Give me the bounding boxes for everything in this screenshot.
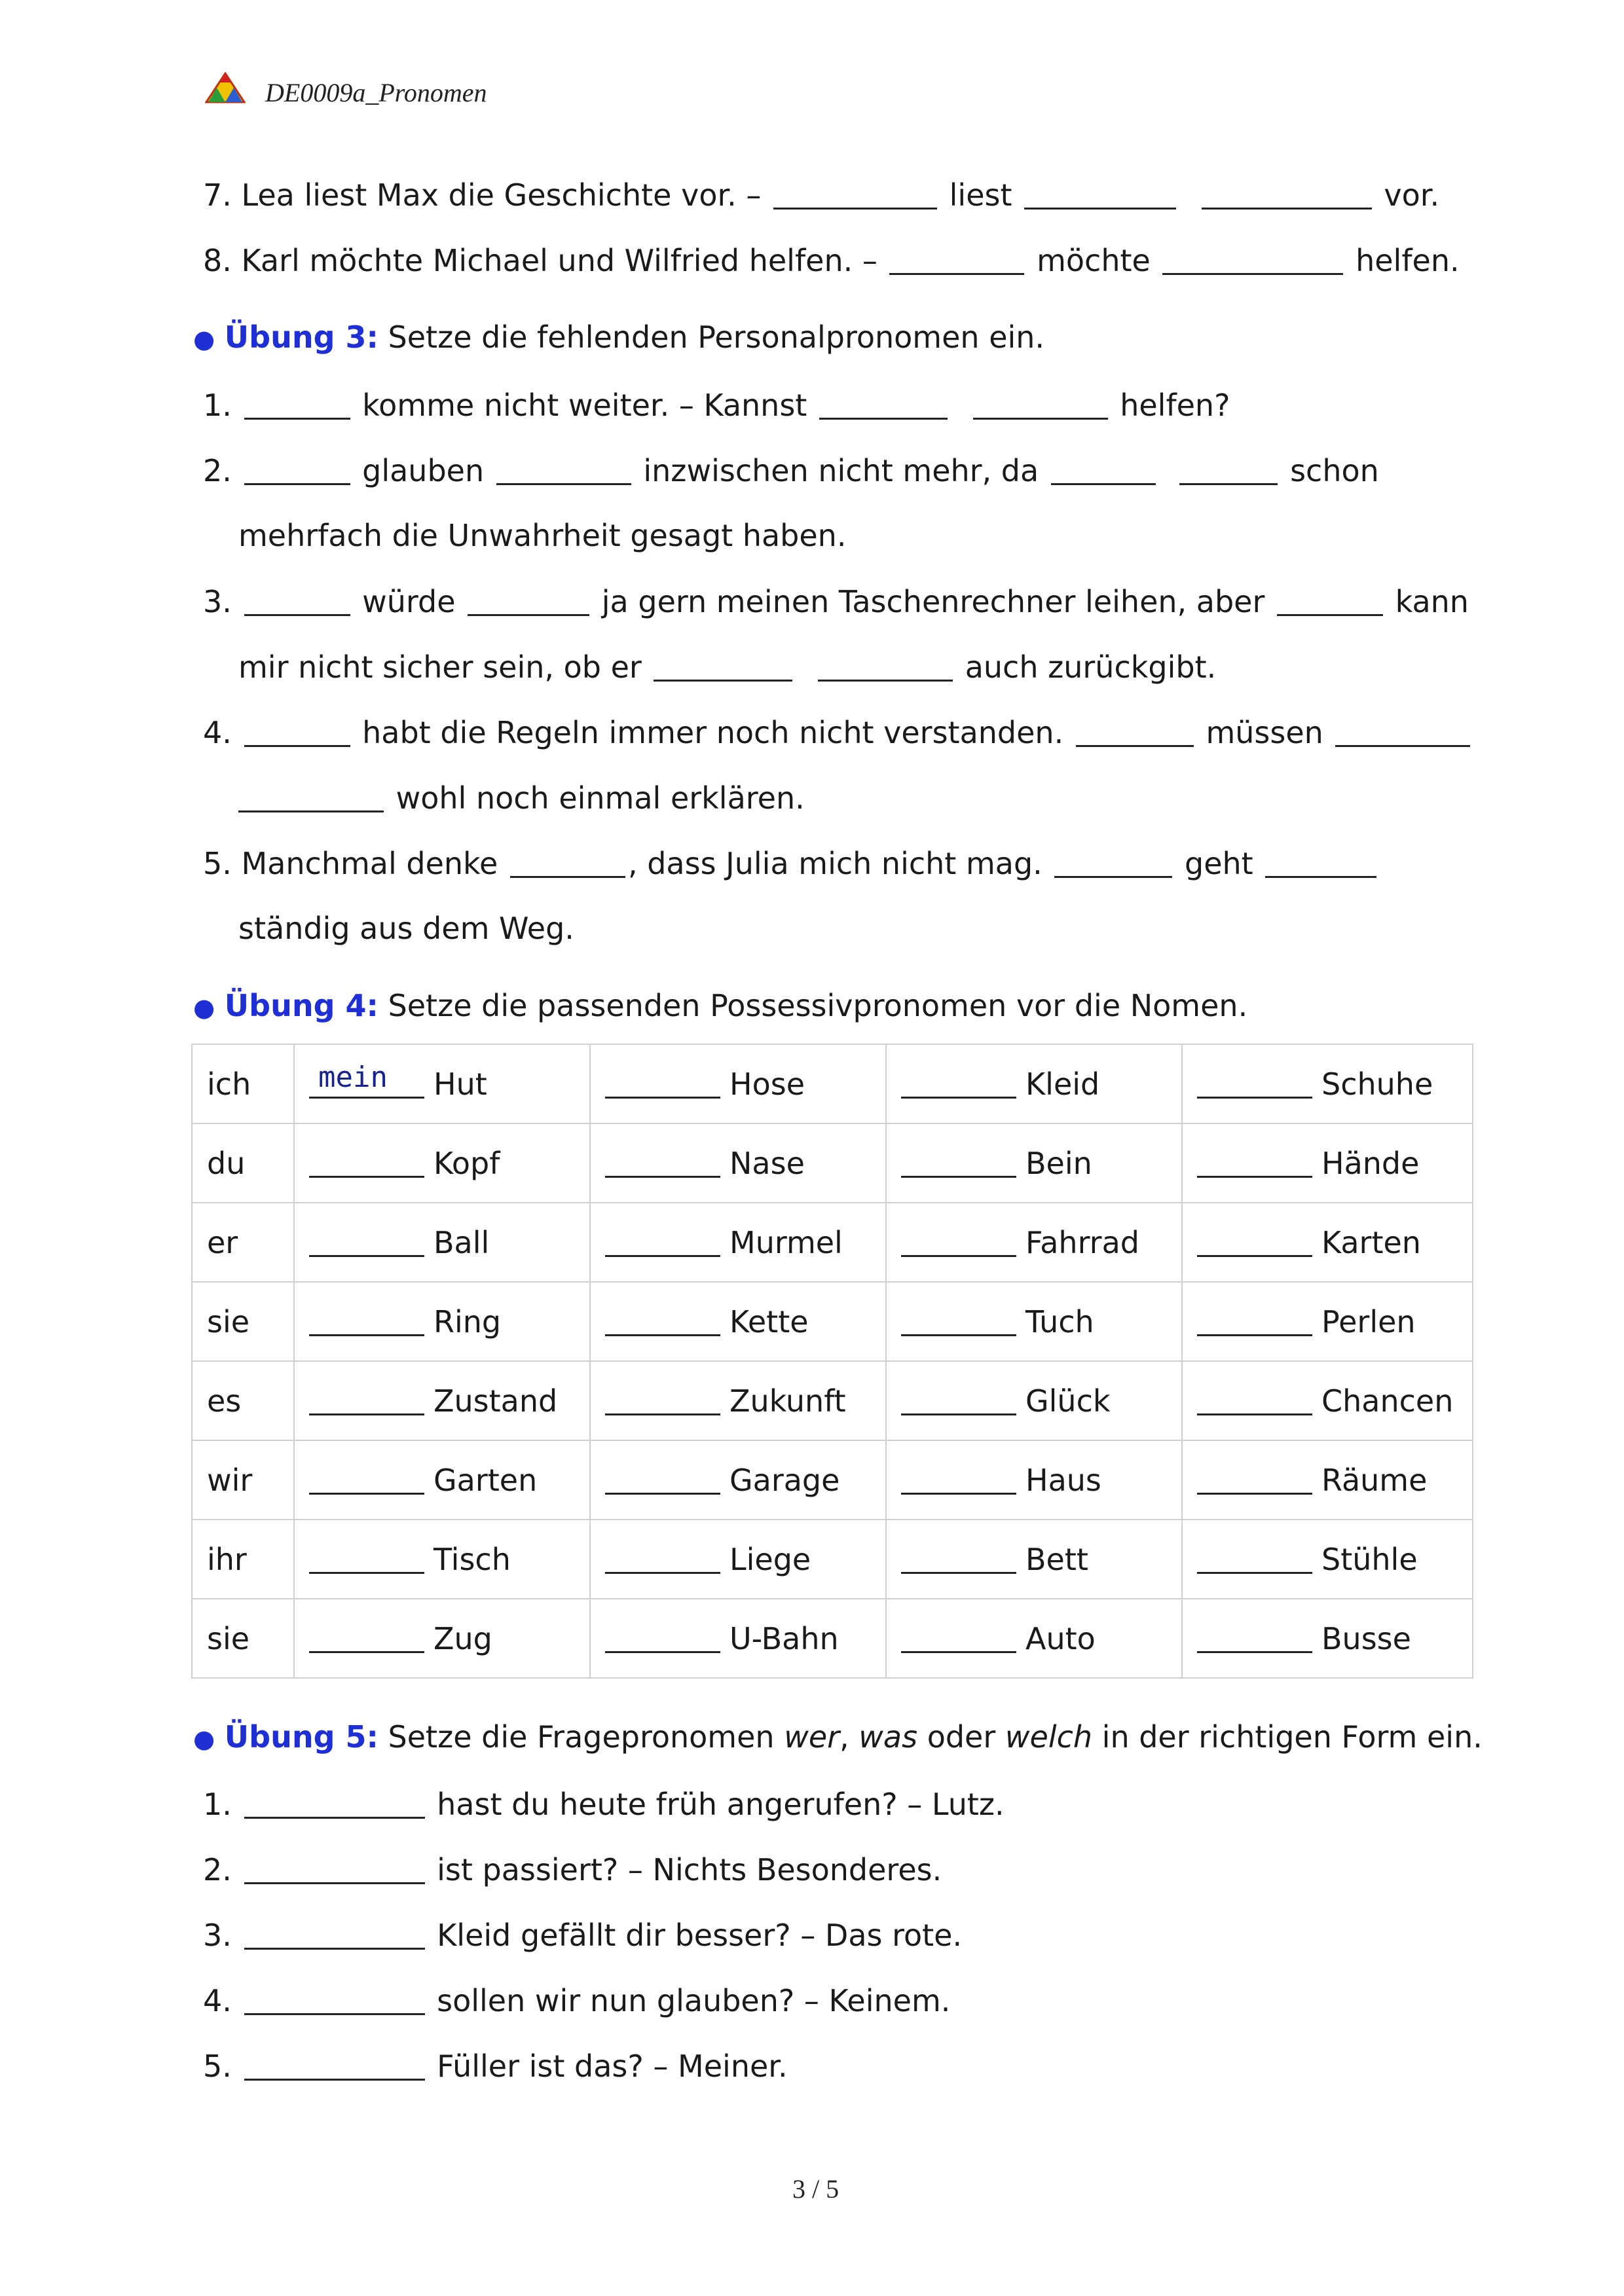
noun: Nase: [729, 1145, 805, 1181]
noun: Zukunft: [729, 1383, 846, 1419]
answer-blank[interactable]: [244, 1853, 425, 1884]
answer-blank[interactable]: [1197, 1229, 1312, 1257]
answer-blank[interactable]: [1179, 454, 1278, 485]
noun-cell: [886, 1282, 1182, 1361]
item-text: vor.: [1384, 177, 1440, 213]
answer-blank[interactable]: [605, 1387, 720, 1415]
exercise-instruction: Setze die fehlenden Personalpronomen ein.: [388, 319, 1045, 355]
noun: Glück: [1025, 1383, 1111, 1419]
exercise-instruction: Setze die Fragepronomen: [388, 1719, 775, 1755]
answer-blank[interactable]: [901, 1546, 1016, 1574]
ex3-item-4-cont: [238, 778, 805, 818]
keyword-was: was: [858, 1719, 918, 1755]
answer-blank[interactable]: [309, 1467, 424, 1495]
answer-blank[interactable]: [901, 1387, 1016, 1415]
ex5-item: [203, 2046, 788, 2086]
noun: Schuhe: [1321, 1066, 1433, 1102]
answer-blank[interactable]: [1162, 244, 1343, 275]
item-text: ist passiert? – Nichts Besonderes.: [437, 1852, 942, 1887]
answer-blank[interactable]: [244, 1984, 425, 2015]
answer-blank[interactable]: [1197, 1546, 1312, 1574]
noun: Liege: [729, 1541, 811, 1577]
answer-blank[interactable]: [309, 1229, 424, 1257]
answer-blank[interactable]: [605, 1070, 720, 1099]
table-row: [192, 1440, 1473, 1520]
pronoun-cell: sie: [192, 1282, 294, 1361]
ex3-item-3: [203, 581, 1469, 621]
noun: Hose: [729, 1066, 805, 1102]
pronoun-cell: wir: [192, 1440, 294, 1520]
exercise-4-heading: [193, 986, 1247, 1027]
item-text: wohl noch einmal erklären.: [396, 780, 805, 816]
bullet-icon: ●: [193, 1724, 215, 1753]
exercise-5-heading: [193, 1717, 1483, 1758]
noun-cell: [886, 1520, 1182, 1599]
answer-blank[interactable]: [309, 1060, 424, 1099]
noun-cell: [1182, 1440, 1473, 1520]
noun-cell: [1182, 1044, 1473, 1123]
answer-blank[interactable]: [1197, 1387, 1312, 1415]
exercise-instruction: in der richtigen Form ein.: [1101, 1719, 1483, 1755]
noun-cell: [590, 1440, 886, 1520]
ex2-item-7: [203, 175, 1439, 215]
table-row: [192, 1203, 1473, 1282]
connector: oder: [927, 1719, 996, 1755]
answer-blank[interactable]: [1335, 716, 1470, 747]
noun: Karten: [1321, 1224, 1421, 1260]
pronoun-cell: ich: [192, 1044, 294, 1123]
table-row: [192, 1520, 1473, 1599]
ex5-item: [203, 1980, 950, 2020]
noun-cell: [590, 1282, 886, 1361]
item-text: schon: [1290, 453, 1379, 488]
item-text: Kleid gefällt dir besser? – Das rote.: [437, 1918, 963, 1953]
table-row: [192, 1361, 1473, 1440]
answer-blank[interactable]: [1076, 716, 1194, 747]
bullet-icon: ●: [193, 325, 215, 354]
noun-cell: [294, 1440, 590, 1520]
item-text: inzwischen nicht mehr, da: [643, 453, 1039, 488]
item-text: Karl möchte Michael und Wilfried helfen. –: [241, 243, 877, 278]
table-row: [192, 1599, 1473, 1678]
page-number: 3 / 5: [792, 2174, 840, 2204]
noun-cell: [1182, 1361, 1473, 1440]
answer-blank[interactable]: [244, 585, 350, 616]
answer-blank[interactable]: [244, 716, 350, 747]
table-row: [192, 1044, 1473, 1123]
ex5-item: [203, 1784, 1005, 1824]
item-number: 2.: [203, 453, 232, 488]
ex3-item-5-cont: ständig aus dem Weg.: [238, 911, 574, 946]
noun-cell: [590, 1123, 886, 1203]
item-number: 3.: [203, 584, 232, 619]
noun: Garten: [434, 1462, 538, 1498]
noun: Auto: [1025, 1620, 1096, 1656]
answer-blank[interactable]: [309, 1625, 424, 1653]
comma: ,: [840, 1719, 849, 1755]
ex2-item-8: [203, 240, 1460, 280]
answer-blank[interactable]: [309, 1546, 424, 1574]
answer-blank[interactable]: [1197, 1625, 1312, 1653]
noun: Ball: [434, 1224, 490, 1260]
noun: U-Bahn: [729, 1620, 839, 1656]
noun: Busse: [1321, 1620, 1411, 1656]
ex3-item-5: [203, 843, 1379, 883]
item-number: 8.: [203, 243, 232, 278]
noun: Ring: [434, 1303, 502, 1339]
noun-cell: [1182, 1520, 1473, 1599]
ex3-item-4: [203, 712, 1473, 752]
answer-blank[interactable]: [244, 2050, 425, 2081]
noun-cell: [886, 1044, 1182, 1123]
noun-cell: [886, 1361, 1182, 1440]
item-text: helfen?: [1120, 388, 1230, 423]
answer-blank[interactable]: [901, 1308, 1016, 1336]
document-title: DE0009a_Pronomen: [265, 78, 487, 107]
item-text: Füller ist das? – Meiner.: [437, 2049, 788, 2084]
noun: Fahrrad: [1025, 1224, 1139, 1260]
answer-blank[interactable]: [901, 1625, 1016, 1653]
exercise-title: Übung 4:: [224, 988, 378, 1023]
item-text: liest: [949, 177, 1012, 213]
item-text: Lea liest Max die Geschichte vor. –: [241, 177, 762, 213]
ex3-item-2-cont: mehrfach die Unwahrheit gesagt haben.: [238, 518, 847, 553]
noun-cell: [1182, 1203, 1473, 1282]
pronoun-cell: du: [192, 1123, 294, 1203]
noun: Kopf: [434, 1145, 500, 1181]
pronoun-cell: ihr: [192, 1520, 294, 1599]
item-number: 7.: [203, 177, 232, 213]
noun: Räume: [1321, 1462, 1428, 1498]
answer-blank[interactable]: [901, 1229, 1016, 1257]
noun: Garage: [729, 1462, 840, 1498]
answer-blank[interactable]: [605, 1308, 720, 1336]
noun-cell: [294, 1203, 590, 1282]
pronoun-cell: es: [192, 1361, 294, 1440]
answer-blank[interactable]: [468, 585, 589, 616]
noun-cell: [294, 1599, 590, 1678]
table-row: [192, 1282, 1473, 1361]
answer-blank[interactable]: [309, 1150, 424, 1178]
ex5-item: [203, 1850, 942, 1889]
answer-blank[interactable]: [654, 651, 792, 682]
pronoun-cell: sie: [192, 1599, 294, 1678]
item-text: geht: [1185, 846, 1253, 881]
item-text: komme nicht weiter. – Kannst: [362, 388, 807, 423]
answer-blank[interactable]: [1197, 1150, 1312, 1178]
item-text: Manchmal denke: [241, 846, 498, 881]
noun-cell: [294, 1044, 590, 1123]
answer-blank[interactable]: [1054, 847, 1172, 878]
noun: Hände: [1321, 1145, 1420, 1181]
answer-blank[interactable]: [510, 847, 625, 878]
item-number: 4.: [203, 1983, 232, 2018]
answer-blank[interactable]: [605, 1229, 720, 1257]
item-text: möchte: [1037, 243, 1151, 278]
bullet-icon: ●: [193, 993, 215, 1022]
noun-cell: [590, 1599, 886, 1678]
noun: Tuch: [1025, 1303, 1094, 1339]
logo-icon: [205, 72, 246, 107]
noun-cell: [1182, 1282, 1473, 1361]
noun-cell: [886, 1203, 1182, 1282]
answer-blank[interactable]: [901, 1150, 1016, 1178]
answer-blank[interactable]: [889, 244, 1024, 275]
answer-blank[interactable]: [244, 1788, 425, 1819]
item-text: hast du heute früh angerufen? – Lutz.: [437, 1787, 1005, 1822]
noun-cell: [294, 1520, 590, 1599]
answer-blank[interactable]: [1197, 1070, 1312, 1099]
noun-cell: [886, 1123, 1182, 1203]
noun: Murmel: [729, 1224, 843, 1260]
noun: Kleid: [1025, 1066, 1100, 1102]
answer-blank[interactable]: [1197, 1308, 1312, 1336]
item-number: 5.: [203, 2049, 232, 2084]
answer-blank[interactable]: [1024, 179, 1176, 210]
item-text: würde: [362, 584, 456, 619]
item-number: 1.: [203, 1787, 232, 1822]
answer-blank[interactable]: [818, 651, 953, 682]
possessive-table: [191, 1044, 1473, 1679]
item-number: 3.: [203, 1918, 232, 1953]
noun: Kette: [729, 1303, 809, 1339]
ex3-item-3-cont: [238, 647, 1216, 687]
ex3-item-1: [203, 385, 1230, 425]
noun: Haus: [1025, 1462, 1101, 1498]
answer-blank[interactable]: [496, 454, 631, 485]
item-number: 5.: [203, 846, 232, 881]
noun: Zug: [434, 1620, 492, 1656]
item-text: mir nicht sicher sein, ob er: [238, 649, 642, 685]
noun: Perlen: [1321, 1303, 1416, 1339]
item-number: 2.: [203, 1852, 232, 1887]
answer-blank[interactable]: [773, 179, 937, 210]
answer-blank[interactable]: [901, 1467, 1016, 1495]
answer-blank[interactable]: [973, 389, 1108, 420]
table-row: [192, 1123, 1473, 1203]
answer-blank[interactable]: [309, 1387, 424, 1415]
answer-blank[interactable]: [605, 1625, 720, 1653]
item-text: kann: [1395, 584, 1469, 619]
noun-cell: [1182, 1123, 1473, 1203]
noun: Bett: [1025, 1541, 1088, 1577]
noun-cell: [590, 1520, 886, 1599]
answer-blank[interactable]: [605, 1150, 720, 1178]
item-text: habt die Regeln immer noch nicht verstanden.: [362, 715, 1064, 750]
noun-cell: [590, 1044, 886, 1123]
noun-cell: [294, 1282, 590, 1361]
item-text: sollen wir nun glauben? – Keinem.: [437, 1983, 951, 2018]
answer-blank[interactable]: [901, 1070, 1016, 1099]
answer-blank[interactable]: [309, 1308, 424, 1336]
answer-blank[interactable]: [605, 1467, 720, 1495]
noun-cell: [1182, 1599, 1473, 1678]
noun: Bein: [1025, 1145, 1092, 1181]
noun: Tisch: [434, 1541, 511, 1577]
item-text: helfen.: [1356, 243, 1460, 278]
ex5-item: [203, 1915, 962, 1955]
item-text: müssen: [1206, 715, 1323, 750]
noun-cell: [294, 1361, 590, 1440]
answer-blank[interactable]: [1051, 454, 1156, 485]
item-text: , dass Julia mich nicht mag.: [627, 846, 1043, 881]
answer-blank[interactable]: [819, 389, 948, 420]
answer-blank[interactable]: [1197, 1467, 1312, 1495]
noun-cell: [294, 1123, 590, 1203]
noun-cell: [590, 1361, 886, 1440]
item-number: 1.: [203, 388, 232, 423]
answer-blank[interactable]: [1277, 585, 1383, 616]
exercise-3-heading: [193, 318, 1044, 359]
noun-cell: [886, 1599, 1182, 1678]
answer-blank[interactable]: [1265, 847, 1376, 878]
noun: Stühle: [1321, 1541, 1418, 1577]
exercise-instruction: Setze die passenden Possessivpronomen vor die Nomen.: [388, 988, 1248, 1023]
pronoun-cell: er: [192, 1203, 294, 1282]
item-number: 4.: [203, 715, 232, 750]
answer-blank[interactable]: [244, 389, 350, 420]
keyword-wer: wer: [784, 1719, 840, 1755]
noun: Zustand: [434, 1383, 558, 1419]
noun: Hut: [434, 1066, 487, 1102]
item-text: auch zurückgibt.: [965, 649, 1217, 685]
example-answer: mein: [318, 1060, 388, 1094]
keyword-welch: welch: [1005, 1719, 1093, 1755]
ex3-item-2: [203, 450, 1379, 490]
answer-blank[interactable]: [244, 1919, 425, 1950]
exercise-title: Übung 3:: [224, 319, 378, 355]
answer-blank[interactable]: [1202, 179, 1372, 210]
answer-blank[interactable]: [244, 454, 350, 485]
answer-blank[interactable]: [605, 1546, 720, 1574]
item-text: glauben: [362, 453, 485, 488]
noun-cell: [886, 1440, 1182, 1520]
answer-blank[interactable]: [238, 782, 384, 812]
item-text: ja gern meinen Taschenrechner leihen, aber: [601, 584, 1265, 619]
noun: Chancen: [1321, 1383, 1454, 1419]
exercise-title: Übung 5:: [224, 1719, 378, 1755]
noun-cell: [590, 1203, 886, 1282]
